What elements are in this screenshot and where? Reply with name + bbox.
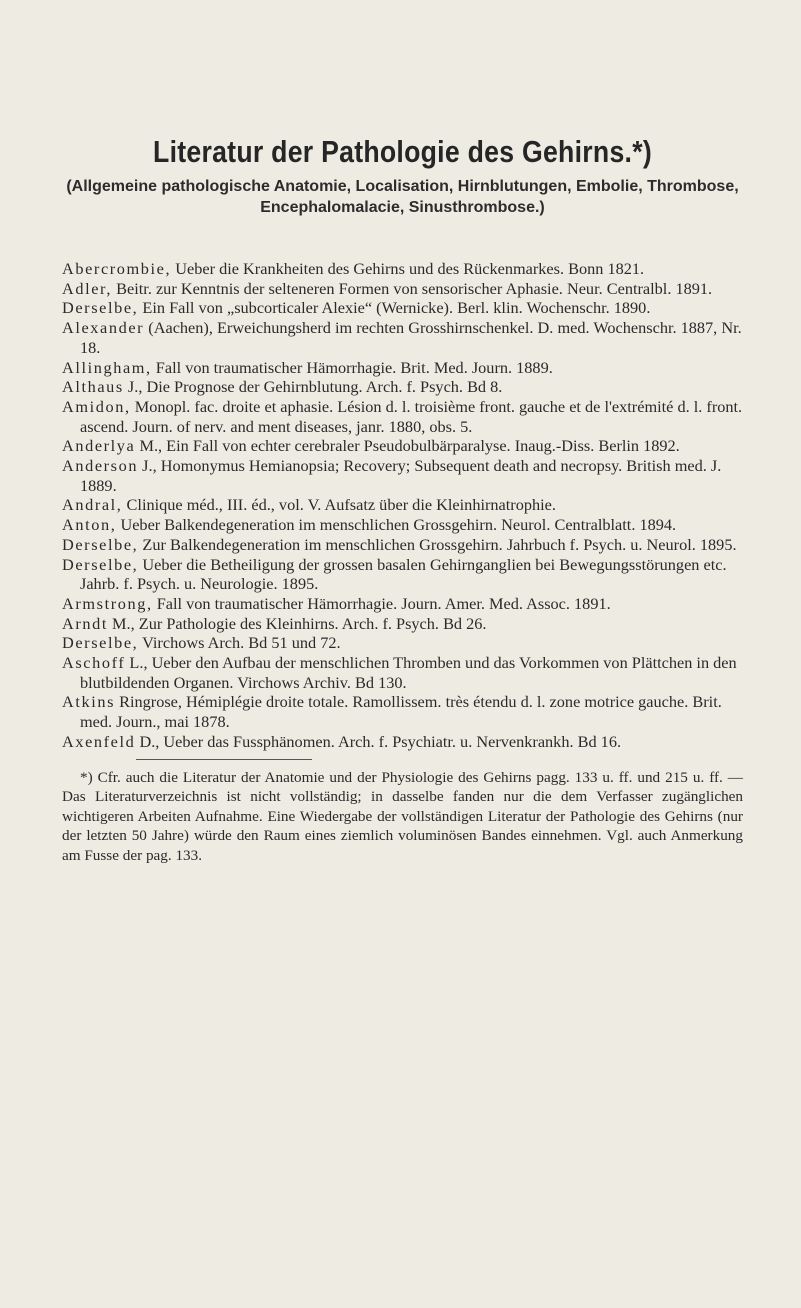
- page-subtitle: (Allgemeine pathologische Anatomie, Localisation, Hirnblutungen, Embolie, Thrombose, Encephalomalacie, Sinusthrombose.): [66, 178, 739, 216]
- reference-text: Virchows Arch. Bd 51 und 72.: [138, 633, 341, 653]
- reference-text: D., Ueber das Fussphänomen. Arch. f. Psychiatr. u. Nervenkrankh. Bd 16.: [135, 731, 622, 751]
- reference-text: Clinique méd., III. éd., vol. V. Aufsatz über die Kleinhirnatrophie.: [122, 495, 556, 515]
- reference-entry: [62, 555, 743, 594]
- reference-author: Andral,: [62, 495, 123, 515]
- reference-author: Althaus: [62, 377, 124, 397]
- reference-author: Derselbe,: [62, 534, 139, 554]
- reference-author: Anderlya: [62, 436, 136, 456]
- reference-entry: [62, 594, 743, 614]
- reference-entry: [62, 535, 743, 555]
- reference-list: [62, 259, 743, 752]
- reference-entry: [62, 259, 743, 279]
- reference-author: Armstrong,: [62, 593, 153, 613]
- reference-text: (Aachen), Erweichungsherd im rechten Grosshirnschenkel. D. med. Wochenschr. 1887, Nr. 18.: [80, 318, 742, 357]
- reference-text: Ringrose, Hémiplégie droite totale. Ramollissem. très étendu d. l. zone motrice gauche. Brit. med. Journ., mai 1878.: [80, 692, 722, 732]
- reference-text: Monopl. fac. droite et aphasie. Lésion d. l. troisième front. gauche et de l'extrémité d. l. front. ascend. Journ. of nerv. and ment diseases, janr. 1880, obs. 5.: [80, 396, 743, 436]
- reference-text: L., Ueber den Aufbau der menschlichen Thromben und das Vorkommen von Plättchen in den blutbildenden Organen. Virchows Archiv. Bd 130.: [80, 653, 737, 692]
- reference-entry: [62, 279, 743, 299]
- reference-text: Ueber Balkendegeneration im menschlichen Grossgehirn. Neurol. Centralblatt. 1894.: [116, 515, 677, 535]
- reference-text: J., Homonymus Hemianopsia; Recovery; Subsequent death and necropsy. British med. J. 1889.: [80, 456, 722, 495]
- reference-entry: [62, 515, 743, 535]
- reference-entry: [62, 692, 743, 731]
- reference-author: Atkins: [62, 692, 116, 712]
- reference-entry: [62, 358, 743, 378]
- page-title: Literatur der Pathologie des Gehirns.*): [153, 134, 652, 169]
- reference-text: M., Ein Fall von echter cerebraler Pseudobulbärparalyse. Inaug.-Diss. Berlin 1892.: [135, 436, 680, 456]
- reference-author: Derselbe,: [62, 298, 139, 318]
- reference-entry: [62, 377, 743, 397]
- reference-text: J., Die Prognose der Gehirnblutung. Arch. f. Psych. Bd 8.: [123, 377, 503, 397]
- reference-author: Derselbe,: [62, 554, 139, 574]
- reference-text: Fall von traumatischer Hämorrhagie. Journ. Amer. Med. Assoc. 1891.: [152, 593, 611, 613]
- reference-text: Beitr. zur Kenntnis der selteneren Formen von sensorischer Aphasie. Neur. Centralbl. 1891.: [112, 278, 713, 298]
- reference-author: Aschoff: [62, 653, 126, 673]
- reference-author: Arndt: [62, 613, 108, 633]
- reference-entry: [62, 397, 743, 436]
- reference-author: Anton,: [62, 515, 117, 535]
- reference-entry: [62, 495, 743, 515]
- reference-entry: [62, 633, 743, 653]
- reference-author: Anderson: [62, 456, 139, 476]
- reference-entry: [62, 614, 743, 634]
- reference-entry: [62, 298, 743, 318]
- reference-text: Ueber die Betheiligung der grossen basalen Gehirnganglien bei Bewegungsstörungen etc. Jahrb. f. Psych. u. Neurologie. 1895.: [80, 554, 727, 594]
- footnote-separator: [136, 759, 312, 760]
- reference-author: Derselbe,: [62, 633, 139, 653]
- reference-entry: [62, 436, 743, 456]
- reference-entry: [62, 653, 743, 692]
- reference-text: Ein Fall von „subcorticaler Alexie“ (Wernicke). Berl. klin. Wochenschr. 1890.: [138, 298, 651, 318]
- reference-text: Ueber die Krankheiten des Gehirns und des Rückenmarkes. Bonn 1821.: [171, 259, 645, 278]
- reference-author: Axenfeld: [62, 731, 136, 751]
- reference-author: Abercrombie,: [62, 259, 172, 278]
- reference-author: Alexander: [62, 318, 145, 338]
- reference-author: Allingham,: [62, 357, 152, 377]
- reference-text: M., Zur Pathologie des Kleinhirns. Arch. f. Psych. Bd 26.: [107, 613, 487, 633]
- footnote: *) Cfr. auch die Literatur der Anatomie und der Physiologie des Gehirns pagg. 133 u. ff. und 215 u. ff. — Das Literaturverzeichnis ist nicht vollständig; in dasselbe fanden nur die dem Verfasser zugänglichen wichtigeren Arbeiten Aufnahme. Eine Wiedergabe der vollständigen Literatur der Pathologie des Gehirns (nur der letzten 50 Jahre) würde den Raum eines ziemlich voluminösen Bandes einnehmen. Vgl. auch Anmerkung am Fusse der pag. 133.: [62, 768, 743, 864]
- reference-text: Zur Balkendegeneration im menschlichen Grossgehirn. Jahrbuch f. Psych. u. Neurol. 1895.: [138, 534, 737, 554]
- reference-entry: [62, 318, 743, 357]
- reference-entry: [62, 732, 743, 752]
- reference-author: Amidon,: [62, 396, 131, 416]
- reference-entry: [62, 456, 743, 495]
- reference-text: Fall von traumatischer Hämorrhagie. Brit. Med. Journ. 1889.: [151, 357, 553, 377]
- reference-author: Adler,: [62, 278, 113, 298]
